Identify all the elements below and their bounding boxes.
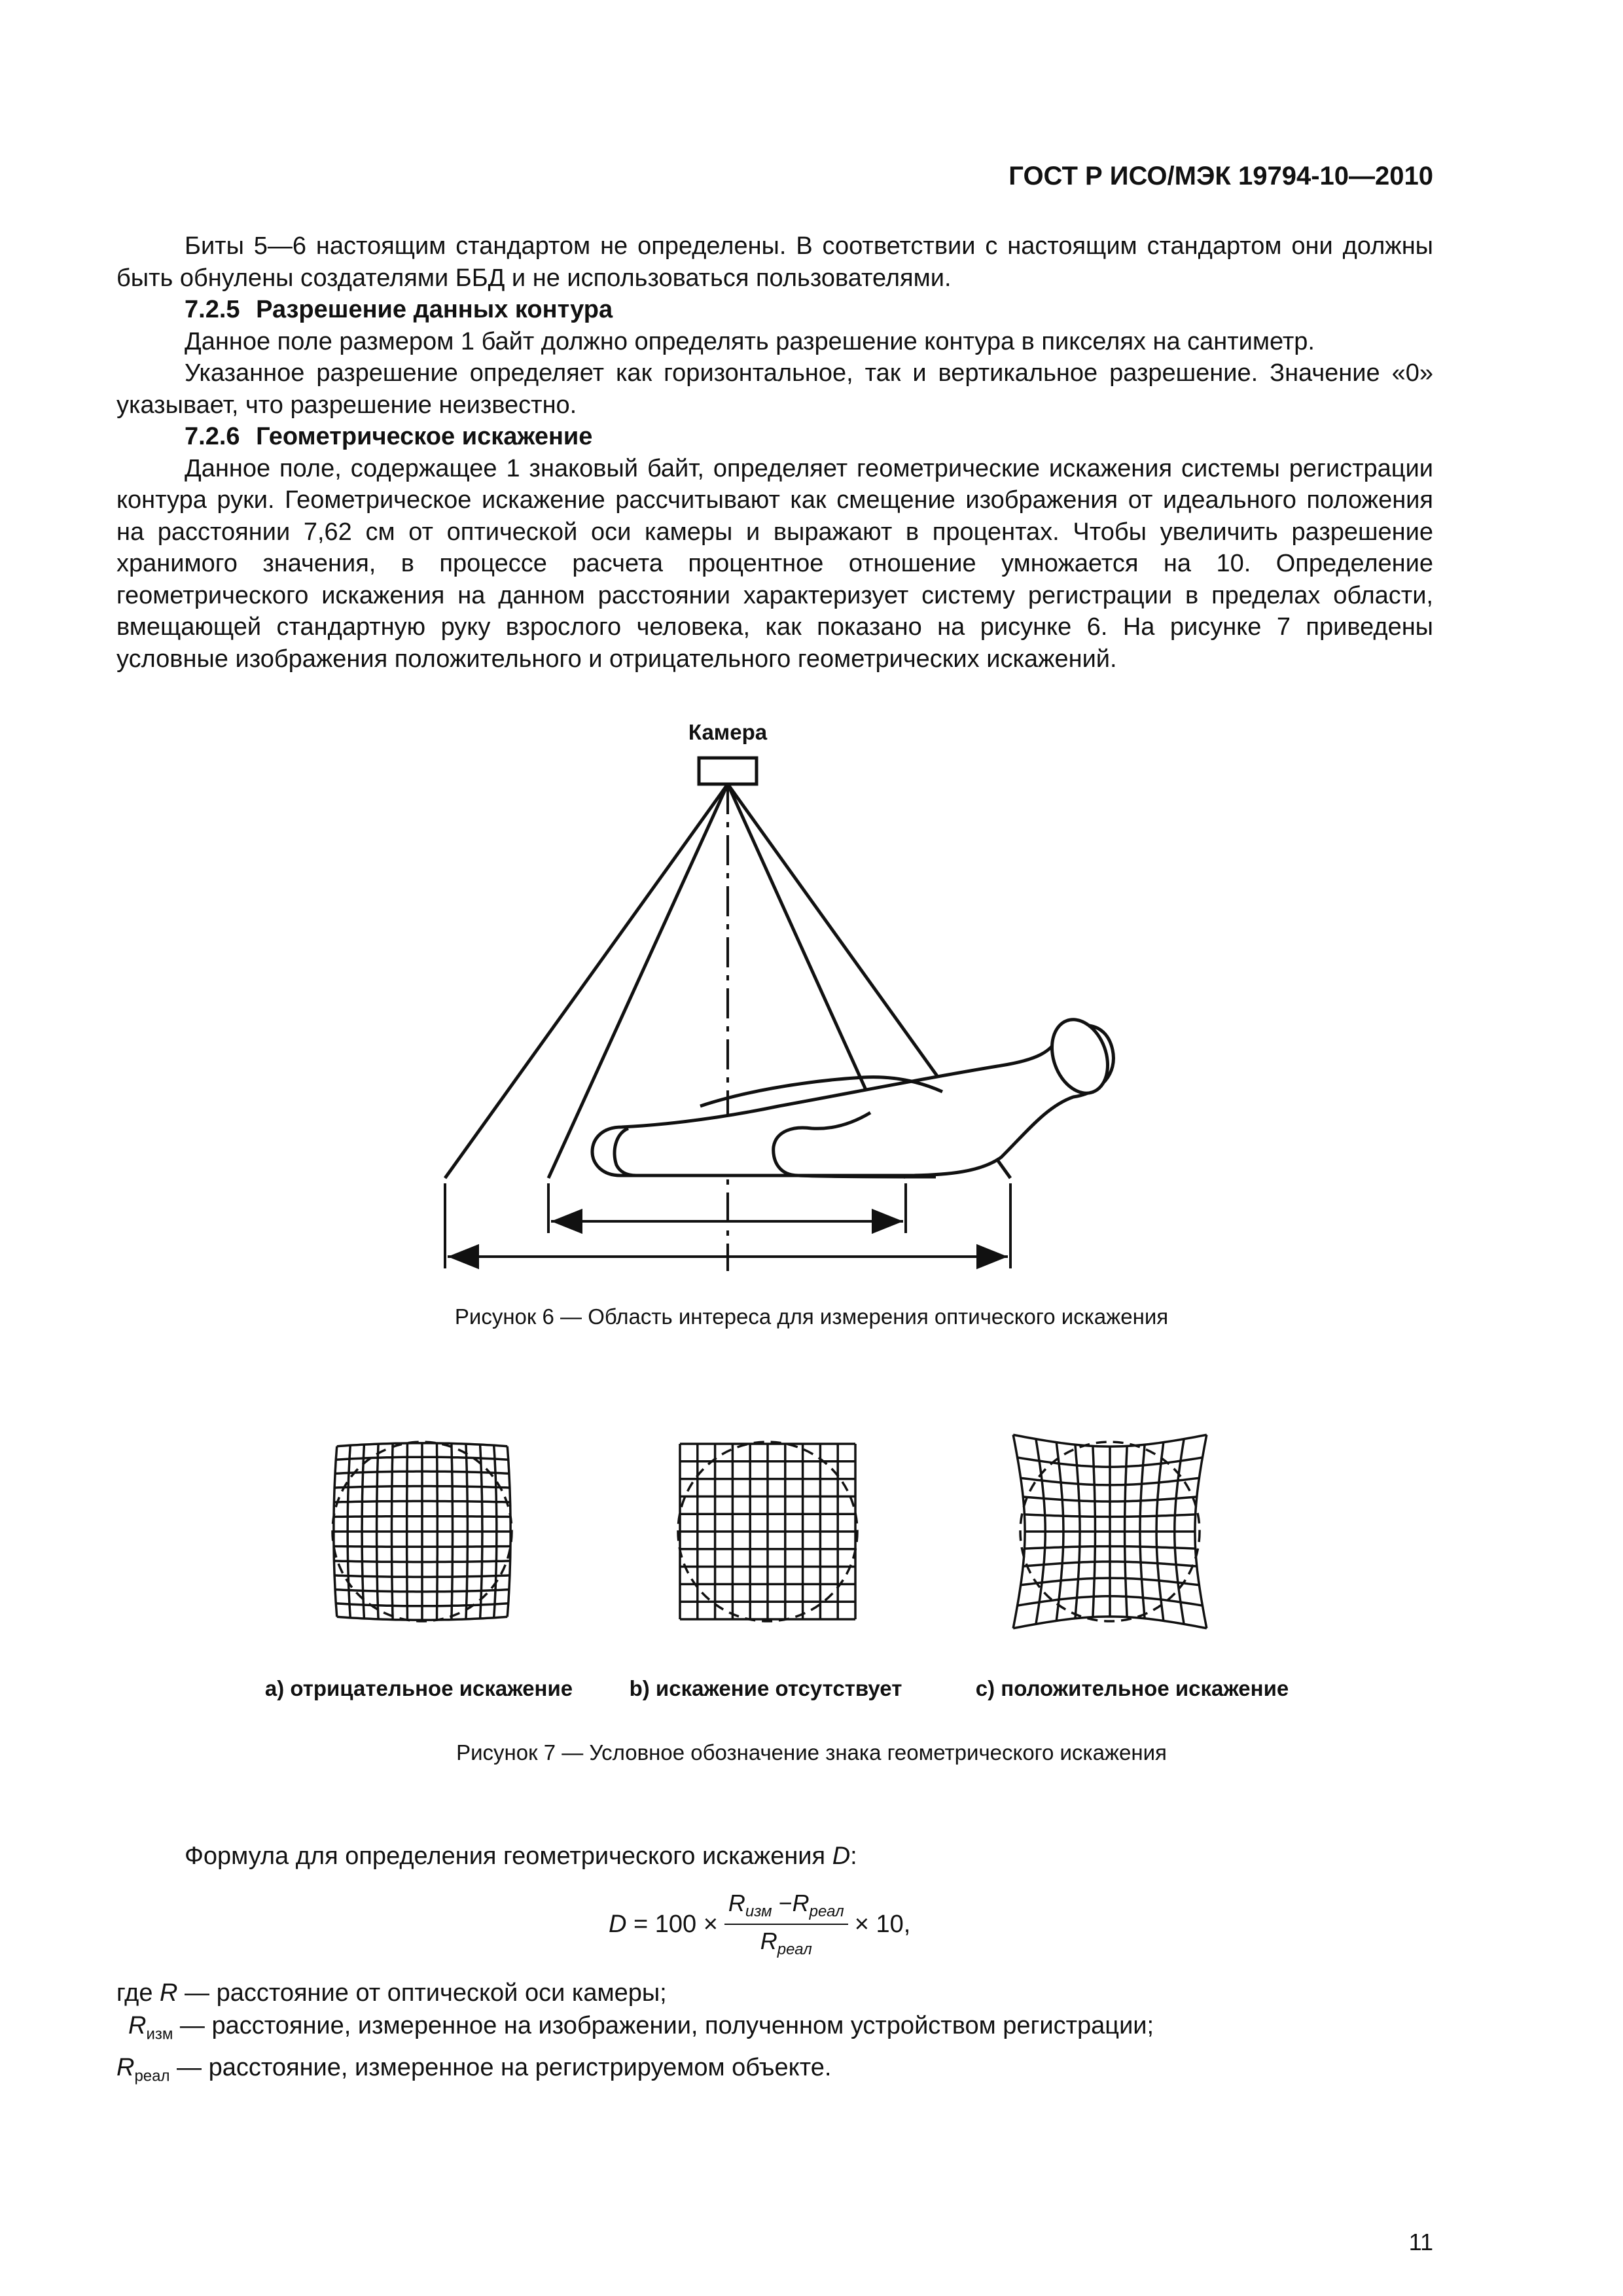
grid-line — [1013, 1435, 1207, 1446]
section-number: 7.2.5 — [185, 296, 240, 323]
section-title: Разрешение данных контура — [256, 296, 613, 323]
paragraph-bits: Биты 5—6 настоящим стандартом не определены. В соответствии с настоящим стандартом они должны быть обнулены создателями ББД и не использоваться пользователями. — [116, 232, 1433, 292]
page-number: 11 — [1408, 2229, 1433, 2255]
denominator-sub: реал — [777, 1941, 812, 1959]
formula-definitions — [116, 1977, 1154, 2092]
numerator-sub2: реал — [809, 1903, 844, 1920]
numerator-r2: R — [792, 1889, 810, 1916]
definition-symbol: R — [128, 2012, 147, 2039]
definition-sub: изм — [146, 2025, 173, 2043]
grid-line — [1195, 1435, 1207, 1628]
section-number: 7.2.6 — [185, 423, 240, 450]
figure-6-caption: Рисунок 6 — Область интереса для измерения оптического искажения — [454, 1304, 1169, 1329]
grid-line — [1013, 1435, 1025, 1628]
grid-line — [334, 1561, 510, 1562]
paragraph-resolution-1: Данное поле размером 1 байт должно определять разрешение контура в пикселях на сантиметр. — [185, 327, 1315, 355]
definition-text: — расстояние, измеренное на регистрируемом объекте. — [169, 2053, 832, 2081]
definition-text: — расстояние, измеренное на изображении, полученном устройством регистрации; — [173, 2012, 1154, 2039]
definition-text: — расстояние от оптической оси камеры; — [177, 1979, 667, 2007]
definition-r-izm — [116, 2009, 1154, 2051]
formula-intro-variable: D — [832, 1842, 851, 1870]
figure-7-subcaption-a: а) отрицательное искажение — [264, 1676, 573, 1700]
figure-7-subcaption-b: b) искажение отсутствует — [629, 1676, 902, 1700]
numerator-sub1: изм — [745, 1903, 772, 1920]
formula-numerator — [724, 1890, 848, 1925]
formula-fraction — [724, 1890, 848, 1959]
distortion-formula — [609, 1885, 910, 1964]
grid-line — [1013, 1617, 1207, 1628]
formula-equals-factor: = 100 × — [633, 1910, 718, 1938]
definition-symbol: R — [116, 2053, 135, 2081]
formula-intro — [185, 1840, 857, 1872]
grid-line — [437, 1443, 438, 1620]
formula-intro-colon: : — [850, 1842, 857, 1870]
paragraph-resolution-2: Указанное разрешение определяет как горизонтальное, так и вертикальное разрешение. Значение «0» указывает, что разрешение неизвестно. — [116, 359, 1433, 419]
definition-symbol: R — [160, 1979, 178, 2007]
negative-distortion-grid — [334, 1443, 510, 1620]
formula-intro-text: Формула для определения геометрического искажения — [185, 1842, 826, 1870]
formula-denominator — [760, 1925, 812, 1959]
paragraph-geometric-distortion: Данное поле, содержащее 1 знаковый байт, определяет геометрические искажения системы регистрации контура руки. Геометрическое искажение рассчитывают как смещение изображения от идеального положения на расстоянии 7,62 см от оптической оси камеры и выражают в процентах. Чтобы увеличить разрешение хранимого значения, в процессе расчета процентное отношение умножается на 10. Определение геометрического искажения на данном расстоянии характеризует систему регистрации в пределах области, вмещающей стандартную руку взрослого человека, как показано на рисунке 6. На рисунке 7 приведены условные изображения положительного и отрицательного геометрических искажений. — [116, 454, 1433, 673]
grid-line — [452, 1443, 453, 1619]
definition-r — [116, 1977, 1154, 2009]
formula-tail: × 10, — [854, 1910, 911, 1938]
definition-r-real — [116, 2051, 1154, 2093]
definition-sub: реал — [134, 2067, 170, 2085]
denominator-r: R — [760, 1928, 777, 1954]
figure-7-caption: Рисунок 7 — Условное обозначение знака геометрического искажения — [456, 1740, 1167, 1765]
numerator-r1: R — [728, 1889, 745, 1916]
numerator-minus: − — [778, 1889, 793, 1916]
section-title: Геометрическое искажение — [256, 423, 593, 450]
no-distortion-grid — [680, 1444, 855, 1619]
positive-distortion-grid — [1013, 1435, 1207, 1628]
formula-lhs: D — [609, 1910, 627, 1938]
camera-label: Камера — [688, 720, 768, 744]
standard-header: ГОСТ Р ИСО/МЭК 19794-10—2010 — [1008, 162, 1433, 190]
definition-prefix: где — [116, 1979, 160, 2007]
figure-7-subcaption-c: с) положительное искажение — [975, 1676, 1289, 1700]
